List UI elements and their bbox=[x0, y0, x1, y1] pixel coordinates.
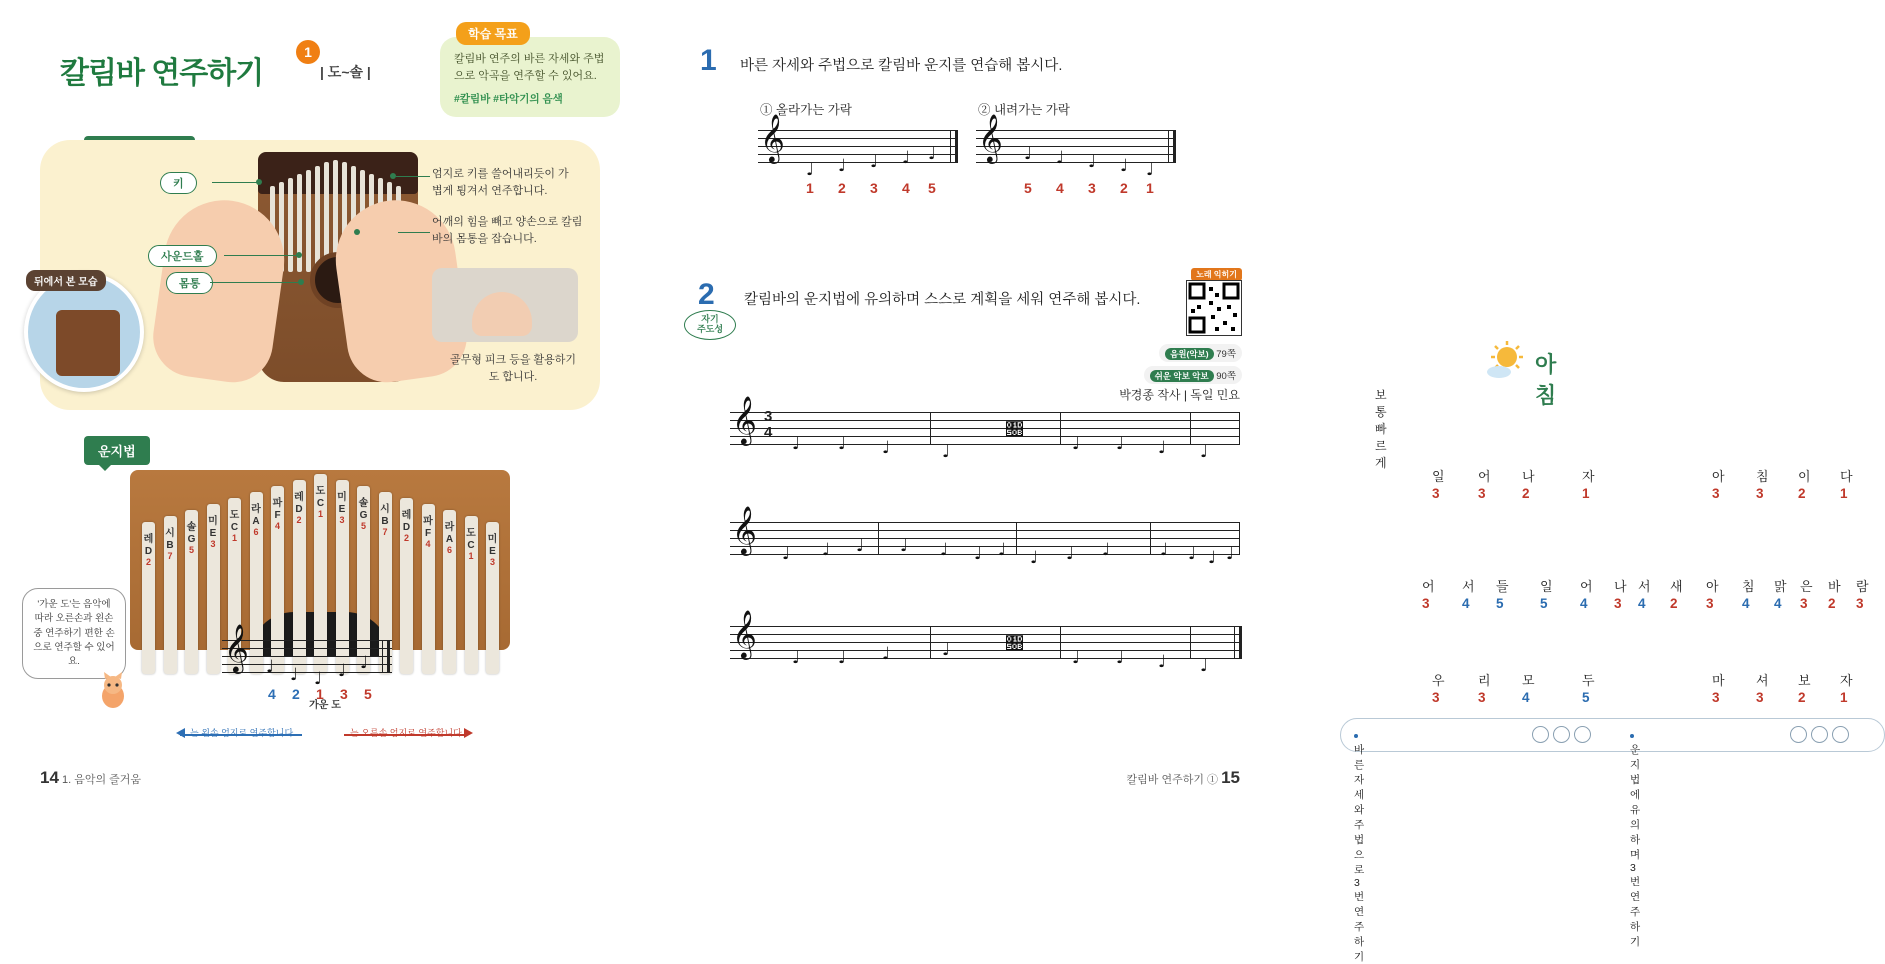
page-title: 칼림바 연주하기 bbox=[60, 57, 264, 90]
lyric-syllable: 보 bbox=[1798, 673, 1811, 688]
finger-number: 3 bbox=[870, 180, 878, 196]
speech-bubble: '가운 도'는 음악에 따라 오른손과 왼손 중 연주하기 편한 손으로 연주할 수 있어요. bbox=[22, 588, 126, 679]
fingering-key-label: 미 E 3 bbox=[487, 534, 498, 567]
question-1b-label: ② 내려가는 가락 bbox=[978, 103, 1070, 117]
finger-number: 4 bbox=[1056, 180, 1064, 196]
callout-pick: 골무형 피크 등을 활용하기도 합니다. bbox=[449, 354, 577, 383]
finger-number: 1 bbox=[1840, 690, 1848, 705]
mascot-icon bbox=[96, 672, 130, 710]
fingering-key-label: 시 B 7 bbox=[380, 504, 390, 537]
finger-number: 4 bbox=[1638, 596, 1646, 611]
lyric-syllable: 이 bbox=[1798, 469, 1811, 484]
lyric-syllable: 어 bbox=[1422, 579, 1435, 594]
left-page-footer-text: 1. 음악의 즐거움 bbox=[61, 774, 142, 786]
finger-number: 2 bbox=[1798, 486, 1806, 501]
question-1-text: 바른 자세와 주법으로 칼림바 운지를 연습해 봅시다. bbox=[740, 58, 1063, 74]
finger-number: 3 bbox=[1478, 486, 1486, 501]
finger-number: 1 bbox=[806, 180, 814, 196]
fingering-key-label: 솔 G 5 bbox=[358, 498, 369, 531]
resource-link-2-page: 90쪽 bbox=[1216, 371, 1236, 382]
lyric-syllable: 서 bbox=[1638, 579, 1651, 594]
lyric-syllable: 아 bbox=[1706, 579, 1719, 594]
callout-shoulder: 어깨의 힘을 빼고 양손으로 칼림바의 몸통을 잡습니다. bbox=[432, 216, 583, 245]
fingering-staff-number: 2 bbox=[292, 686, 300, 702]
time-signature-bottom: 4 bbox=[764, 424, 773, 441]
finger-number: 2 bbox=[1522, 486, 1530, 501]
lyric-syllable: 마 bbox=[1712, 673, 1725, 688]
fingering-key-label: 도 C 1 bbox=[229, 510, 240, 543]
song-credit: 박경종 작사 | 독일 민요 bbox=[1119, 388, 1240, 402]
lyric-syllable: 어 bbox=[1478, 469, 1491, 484]
lyric-syllable: 다 bbox=[1840, 469, 1853, 484]
lyric-syllable: 나 bbox=[1522, 469, 1535, 484]
fingering-staff-number: 4 bbox=[268, 686, 276, 702]
fingering-key-label: 시 B 7 bbox=[165, 528, 175, 561]
finger-number: 4 bbox=[1522, 690, 1530, 705]
finger-number: 5 bbox=[1024, 180, 1032, 196]
lyric-syllable: 침 bbox=[1756, 469, 1769, 484]
fingering-key-label: 도 C 1 bbox=[315, 486, 326, 519]
fingering-key-label: 파 F 4 bbox=[272, 498, 283, 531]
fingering-key-label: 레 D 2 bbox=[401, 510, 412, 543]
left-page-footer bbox=[40, 768, 141, 788]
finger-number: 4 bbox=[1580, 596, 1588, 611]
finger-number: 4 bbox=[902, 180, 910, 196]
lyric-syllable: 새 bbox=[1670, 579, 1683, 594]
practice-check-label: 운지법에 유의하며 3번 연주하기 bbox=[1630, 730, 1640, 949]
finger-number: 3 bbox=[1756, 486, 1764, 501]
resource-link-1-page: 79쪽 bbox=[1216, 349, 1236, 360]
finger-number: 5 bbox=[1496, 596, 1504, 611]
label-soundhole: 사운드홀 bbox=[148, 245, 217, 267]
title-badge: 1 bbox=[296, 40, 320, 64]
lyric-syllable: 자 bbox=[1582, 469, 1595, 484]
qr-code[interactable] bbox=[1186, 280, 1242, 336]
label-body: 몸통 bbox=[166, 272, 213, 294]
practice-check-circle[interactable] bbox=[1811, 726, 1828, 743]
song-staff-line-1: 𝄞 3 4 ♩ ♩ ♩ ♩ 𝔋 ♩ ♩ ♩ ♩ bbox=[730, 412, 1240, 446]
practice-check-label: 바른 자세와 주법으로 3번 연주하기 bbox=[1354, 730, 1364, 964]
finger-number: 3 bbox=[1706, 596, 1714, 611]
self-direction-badge: 자기 주도성 bbox=[684, 310, 736, 340]
question-2-number: 2 bbox=[698, 278, 715, 311]
fingering-key-label: 라 A 6 bbox=[444, 522, 455, 555]
question-2-text: 칼림바의 운지법에 유의하며 스스로 계획을 세워 연주해 봅시다. bbox=[744, 292, 1141, 308]
label-key: 키 bbox=[160, 172, 197, 194]
left-page-number: 14 bbox=[40, 768, 59, 787]
learning-goal-text: 칼림바 연주의 바른 자세와 주법으로 악곡을 연주할 수 있어요. bbox=[454, 53, 605, 83]
finger-number: 3 bbox=[1800, 596, 1808, 611]
resource-link-1[interactable] bbox=[1159, 344, 1242, 362]
question-1-number: 1 bbox=[700, 44, 717, 77]
tempo-marking: 보통 빠르게 bbox=[1375, 388, 1387, 470]
learning-goal-hashtags: #칼림바 #타악기의 음색 bbox=[454, 93, 563, 106]
lyric-syllable: 어 bbox=[1580, 579, 1593, 594]
fingering-staff: 𝄞 ♩ ♩ ♩ ♩ ♩ bbox=[222, 640, 392, 674]
left-hand-arrow-label: 는 왼손 엄지로 연주합니다. bbox=[190, 728, 296, 738]
lyric-syllable: 셔 bbox=[1756, 673, 1769, 688]
finger-number: 2 bbox=[1828, 596, 1836, 611]
back-view-caption: 뒤에서 본 모습 bbox=[26, 270, 106, 291]
lyric-syllable: 맑 bbox=[1774, 579, 1787, 594]
resource-link-1-badge: 음원(악보) bbox=[1165, 348, 1214, 360]
lyric-syllable: 람 bbox=[1856, 579, 1869, 594]
fingering-key-label: 라 A 6 bbox=[251, 504, 261, 537]
fingering-key-label: 미 E 3 bbox=[337, 492, 347, 525]
lyric-syllable: 리 bbox=[1478, 673, 1491, 688]
staff-ascending: 𝄞 ♩ ♩ ♩ ♩ ♩ bbox=[758, 130, 958, 164]
finger-number: 3 bbox=[1856, 596, 1864, 611]
finger-number: 1 bbox=[1840, 486, 1848, 501]
practice-check-circle[interactable] bbox=[1574, 726, 1591, 743]
fingering-key-label: 솔 G 5 bbox=[186, 522, 197, 555]
right-page-footer bbox=[1127, 768, 1240, 788]
finger-number: 3 bbox=[1422, 596, 1430, 611]
left-page bbox=[0, 0, 640, 814]
learning-goal-tag: 학습 목표 bbox=[456, 22, 530, 45]
fingering-key-label: 파 F 4 bbox=[423, 516, 433, 549]
song-staff-line-3: 𝄞 ♩ ♩ ♩ ♩ 𝔋 ♩ ♩ ♩ ♩ bbox=[730, 626, 1240, 660]
callout-thumb: 엄지로 키를 쓸어내리듯이 가볍게 튕겨서 연주합니다. bbox=[432, 168, 569, 197]
finger-number: 2 bbox=[838, 180, 846, 196]
sun-icon bbox=[1485, 340, 1529, 380]
finger-number: 3 bbox=[1712, 486, 1720, 501]
time-signature-top: 3 bbox=[764, 408, 773, 425]
fingering-key-label: 도 C 1 bbox=[466, 528, 476, 561]
practice-check-circle[interactable] bbox=[1832, 726, 1849, 743]
learning-goal-box bbox=[440, 22, 620, 117]
lyric-syllable: 우 bbox=[1432, 673, 1445, 688]
right-hand-arrow-label: 는 오른손 엄지로 연주합니다. bbox=[350, 728, 465, 738]
lyric-syllable: 서 bbox=[1462, 579, 1475, 594]
resource-link-2[interactable] bbox=[1144, 366, 1242, 384]
fingering-key-label: 레 D 2 bbox=[143, 534, 154, 567]
question-1a-label: ① 올라가는 가락 bbox=[760, 103, 852, 117]
fingering-staff-number: 1 bbox=[316, 686, 324, 702]
lyric-syllable: 나 bbox=[1614, 579, 1627, 594]
lyric-syllable: 자 bbox=[1840, 673, 1853, 688]
finger-number: 3 bbox=[1614, 596, 1622, 611]
lyric-syllable: 바 bbox=[1828, 579, 1841, 594]
song-title: 아침 bbox=[1535, 352, 1557, 408]
finger-number: 4 bbox=[1462, 596, 1470, 611]
finger-number: 4 bbox=[1742, 596, 1750, 611]
right-page bbox=[640, 0, 1869, 963]
fingering-key-label: 레 D 2 bbox=[294, 492, 304, 525]
lyric-syllable: 들 bbox=[1496, 579, 1509, 594]
lyric-syllable: 일 bbox=[1540, 579, 1553, 594]
lyric-syllable: 두 bbox=[1582, 673, 1595, 688]
finger-number: 2 bbox=[1798, 690, 1806, 705]
finger-number: 5 bbox=[1540, 596, 1548, 611]
center-do-label: 가운 도 bbox=[309, 700, 341, 711]
fingering-staff-number: 3 bbox=[340, 686, 348, 702]
finger-number: 1 bbox=[1146, 180, 1154, 196]
finger-number: 5 bbox=[928, 180, 936, 196]
finger-number: 3 bbox=[1478, 690, 1486, 705]
staff-descending: 𝄞 ♩ ♩ ♩ ♩ ♩ bbox=[976, 130, 1176, 164]
fingering-staff-number: 5 bbox=[364, 686, 372, 702]
finger-number: 3 bbox=[1088, 180, 1096, 196]
finger-number: 1 bbox=[1582, 486, 1590, 501]
practice-check-circle[interactable] bbox=[1790, 726, 1807, 743]
finger-number: 2 bbox=[1670, 596, 1678, 611]
section-label-fingering: 운지법 bbox=[84, 436, 150, 465]
finger-number: 2 bbox=[1120, 180, 1128, 196]
resource-link-2-badge: 쉬운 악보 악보 bbox=[1150, 370, 1214, 382]
finger-number: 5 bbox=[1582, 690, 1590, 705]
song-staff-line-2: 𝄞 ♩ ♩ ♩ ♩ ♩ ♩ ♩ ♩ ♩ ♩ ♩ ♩ ♩ ♩ bbox=[730, 522, 1240, 556]
finger-number: 3 bbox=[1756, 690, 1764, 705]
lyric-syllable: 모 bbox=[1522, 673, 1535, 688]
learning-goal-body bbox=[440, 37, 620, 117]
practice-check-circle[interactable] bbox=[1532, 726, 1549, 743]
lyric-syllable: 침 bbox=[1742, 579, 1755, 594]
qr-tag: 노래 익히기 bbox=[1191, 268, 1242, 281]
finger-number: 4 bbox=[1774, 596, 1782, 611]
finger-number: 3 bbox=[1432, 486, 1440, 501]
right-page-footer-text: 칼림바 연주하기 ① bbox=[1126, 774, 1219, 786]
finger-number: 3 bbox=[1432, 690, 1440, 705]
lyric-syllable: 아 bbox=[1712, 469, 1725, 484]
title-subtitle: | 도~솔 | bbox=[320, 64, 371, 80]
practice-check-circle[interactable] bbox=[1553, 726, 1570, 743]
lyric-syllable: 일 bbox=[1432, 469, 1445, 484]
fingering-key-label: 미 E 3 bbox=[208, 516, 218, 549]
right-page-number: 15 bbox=[1221, 768, 1240, 787]
pick-photo bbox=[432, 268, 578, 342]
lyric-syllable: 은 bbox=[1800, 579, 1813, 594]
finger-number: 3 bbox=[1712, 690, 1720, 705]
